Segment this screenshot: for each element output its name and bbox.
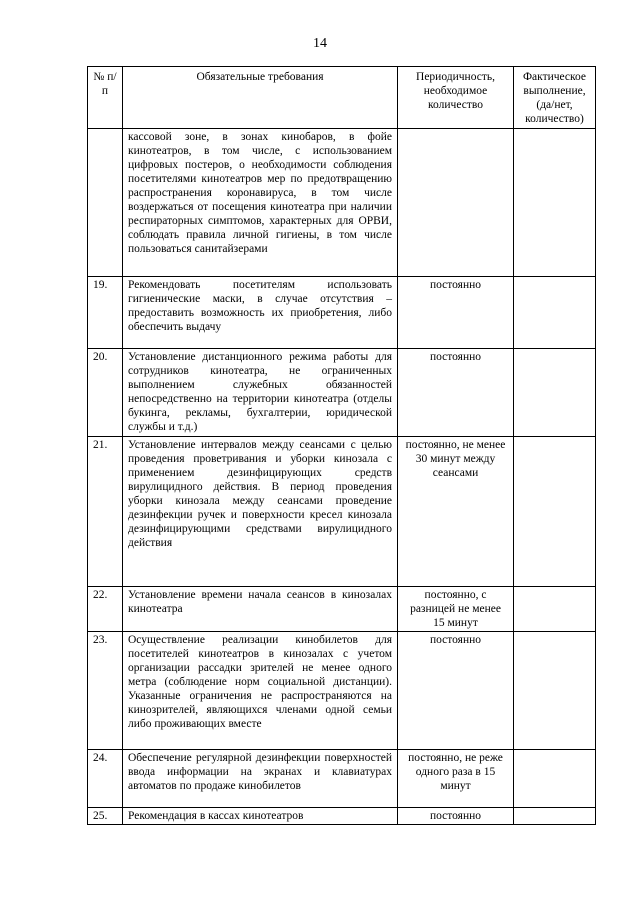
row-actual [514, 349, 596, 437]
row-requirement: Обеспечение регулярной дезинфекции поверхностей ввода информации на экранах и клавиатурах автоматов по продаже кинобилетов [123, 750, 398, 808]
table-row [88, 632, 596, 750]
table-row [88, 129, 596, 277]
row-num: 25. [88, 808, 123, 825]
row-periodicity: постоянно, не реже одного раза в 15 минут [398, 750, 514, 808]
row-num: 23. [88, 632, 123, 750]
row-periodicity [398, 129, 514, 277]
row-num: 20. [88, 349, 123, 437]
row-periodicity: постоянно [398, 277, 514, 349]
row-requirement: Установление времени начала сеансов в кинозалах кинотеатра [123, 587, 398, 632]
page-number: 14 [313, 36, 327, 51]
header-num: № п/п [88, 67, 123, 129]
row-num [88, 129, 123, 277]
row-num: 19. [88, 277, 123, 349]
table-row [88, 750, 596, 808]
row-num: 21. [88, 437, 123, 587]
row-actual [514, 437, 596, 587]
table-row [88, 808, 596, 825]
row-periodicity: постоянно [398, 349, 514, 437]
header-periodicity: Периодичность, необходимое количество [398, 67, 514, 129]
row-requirement: Установление дистанционного режима работы для сотрудников кинотеатра, не ограниченных выполнением служебных обязанностей непосредственно на территории кинотеатра (отделы букинга, рекламы, бухгалтерии, юридической службы и т.д.) [123, 349, 398, 437]
row-num: 24. [88, 750, 123, 808]
row-periodicity: постоянно, не менее 30 минут между сеансами [398, 437, 514, 587]
row-requirement: кассовой зоне, в зонах кинобаров, в фойе кинотеатров, в том числе, с использованием цифровых постеров, о необходимости соблюдения посетителями кинотеатров мер по предотвращению распространения коронавируса, в том числе воздержаться от посещения кинотеатра при наличии респираторных симптомов, характерных для ОРВИ, соблюдать правила личной гигиены, в том числе пользоваться санитайзерами [123, 129, 398, 277]
table-row [88, 277, 596, 349]
row-requirement: Рекомендовать посетителям использовать гигиенические маски, в случае отсутствия – предоставить возможность их приобретения, либо обеспечить выдачу [123, 277, 398, 349]
row-actual [514, 632, 596, 750]
table-row [88, 437, 596, 587]
row-actual [514, 808, 596, 825]
table-header-row [88, 67, 596, 129]
row-requirement: Осуществление реализации кинобилетов для посетителей кинотеатров в кинозалах с учетом организации рассадки зрителей не менее одного метра (соблюдение норм социальной дистанции). Указанные ограничения не распространяются на кинозрителей, являющихся членами одной семьи либо проживающих вместе [123, 632, 398, 750]
row-actual [514, 750, 596, 808]
table-row [88, 349, 596, 437]
row-actual [514, 277, 596, 349]
row-actual [514, 129, 596, 277]
row-num: 22. [88, 587, 123, 632]
header-requirement: Обязательные требования [123, 67, 398, 129]
row-periodicity: постоянно [398, 632, 514, 750]
row-periodicity: постоянно [398, 808, 514, 825]
table-row [88, 587, 596, 632]
row-requirement: Рекомендация в кассах кинотеатров [123, 808, 398, 825]
header-actual: Фактическое выполнение, (да/нет, количество) [514, 67, 596, 129]
requirements-table [87, 66, 596, 825]
row-periodicity: постоянно, с разницей не менее 15 минут [398, 587, 514, 632]
row-actual [514, 587, 596, 632]
row-requirement: Установление интервалов между сеансами с целью проведения проветривания и уборки кинозала с применением дезинфицирующих средств вирулицидного действия. В период проведения уборки кинозала между сеансами проведение дезинфекции ручек и поверхности кресел кинозала дезинфицирующими средствами вирулицидного действия [123, 437, 398, 587]
